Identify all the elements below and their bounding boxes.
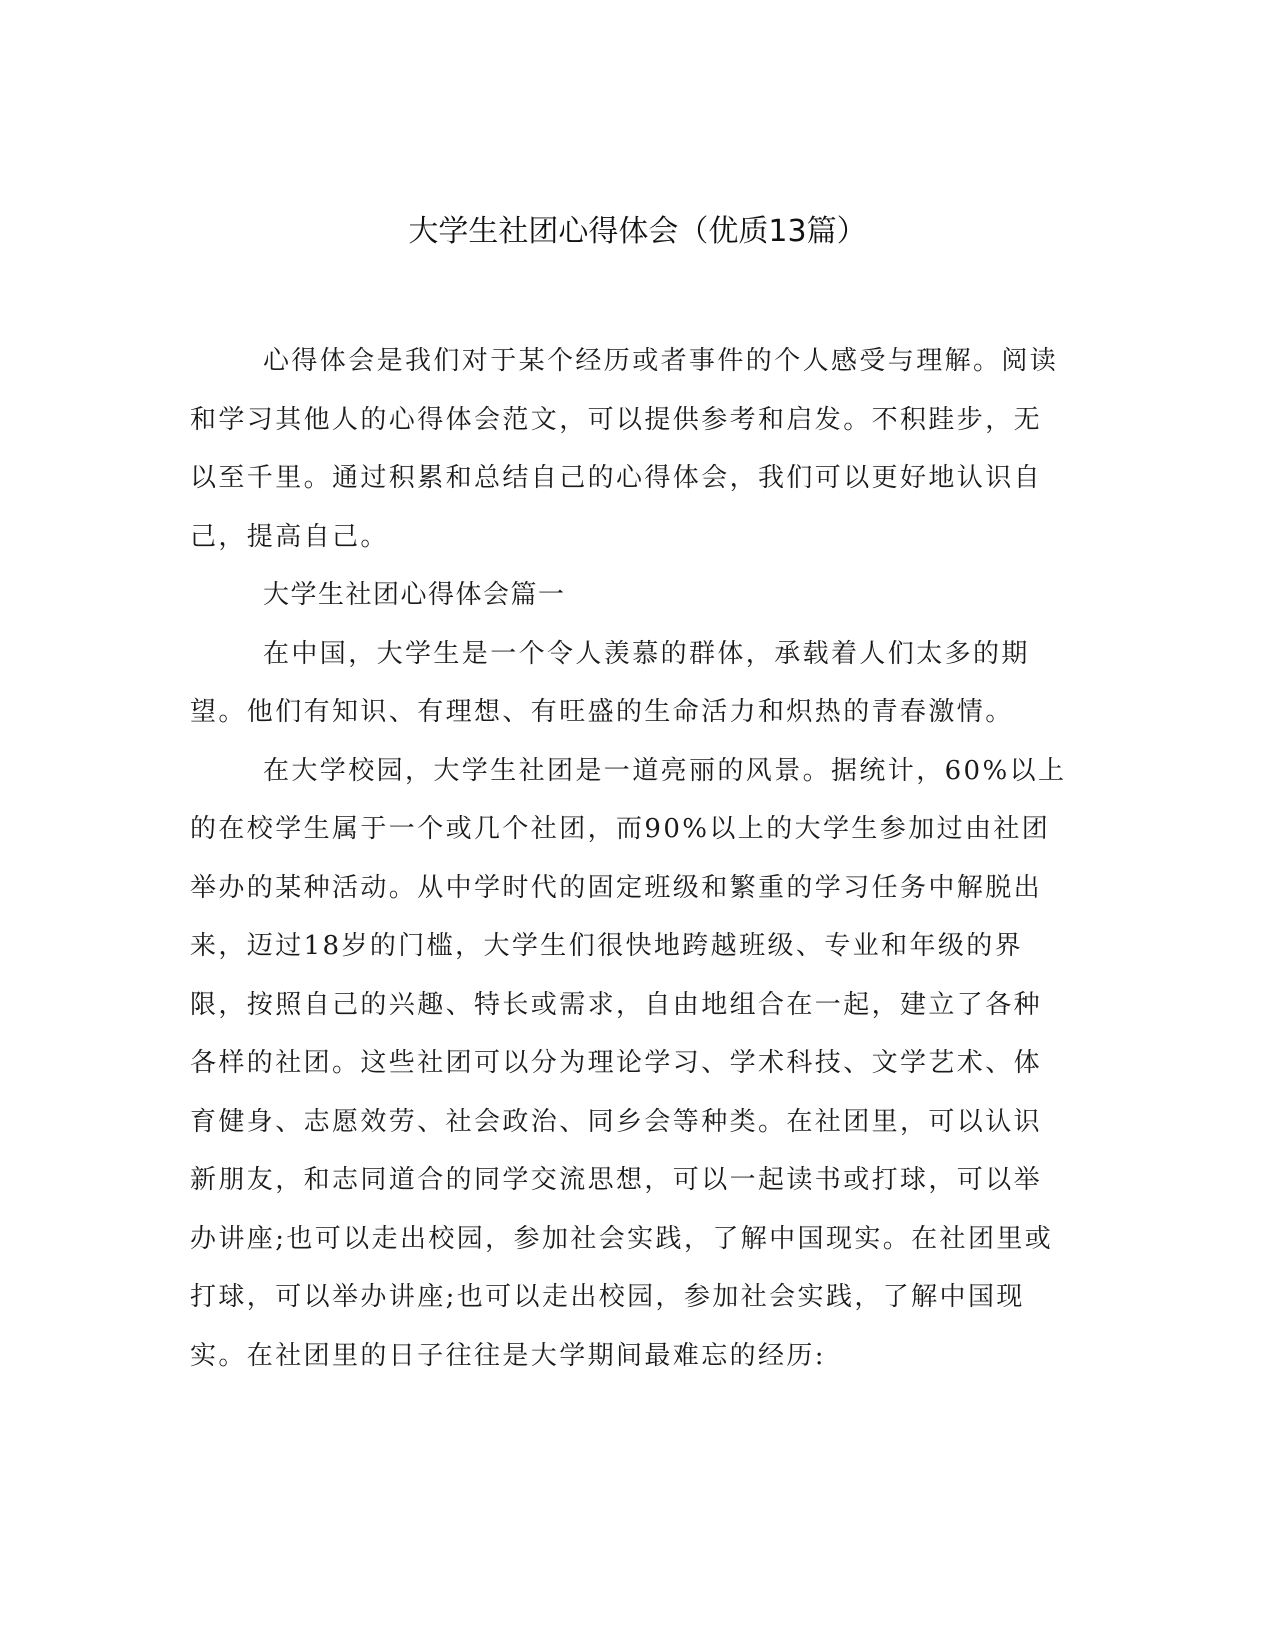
document-title: 大学生社团心得体会（优质13篇） bbox=[408, 214, 867, 249]
body-paragraph-2: 在大学校园，大学生社团是一道亮丽的风景。据统计，60%以上的在校学生属于一个或几个社团，而90%以上的大学生参加过由社团举办的某种活动。从中学时代的固定班级和繁重的学习任务中解脱出来，迈过18岁的门槛，大学生们很快地跨越班级、专业和年级的界限，按照自己的兴趣、特长或需求，自由地组合在一起，建立了各种各样的社团。这些社团可以分为理论学习、学术科技、文学艺术、体育健身、志愿效劳、社会政治、同乡会等种类。在社团里，可以认识新朋友，和志同道合的同学交流思想，可以一起读书或打球，可以举办讲座;也可以走出校园，参加社会实践，了解中国现实。在社团里或打球，可以举办讲座;也可以走出校园，参加社会实践，了解中国现实。在社团里的日子往往是大学期间最难忘的经历: bbox=[190, 755, 1067, 1371]
document-body bbox=[190, 332, 1070, 1385]
section-heading: 大学生社团心得体会篇一 bbox=[263, 580, 566, 610]
body-paragraph-1: 在中国，大学生是一个令人羡慕的群体，承载着人们太多的期望。他们有知识、有理想、有旺盛的生命活力和炽热的青春激情。 bbox=[190, 638, 1030, 727]
intro-paragraph: 心得体会是我们对于某个经历或者事件的个人感受与理解。阅读和学习其他人的心得体会范文，可以提供参考和启发。不积跬步，无以至千里。通过积累和总结自己的心得体会，我们可以更好地认识自己，提高自己。 bbox=[190, 346, 1059, 552]
